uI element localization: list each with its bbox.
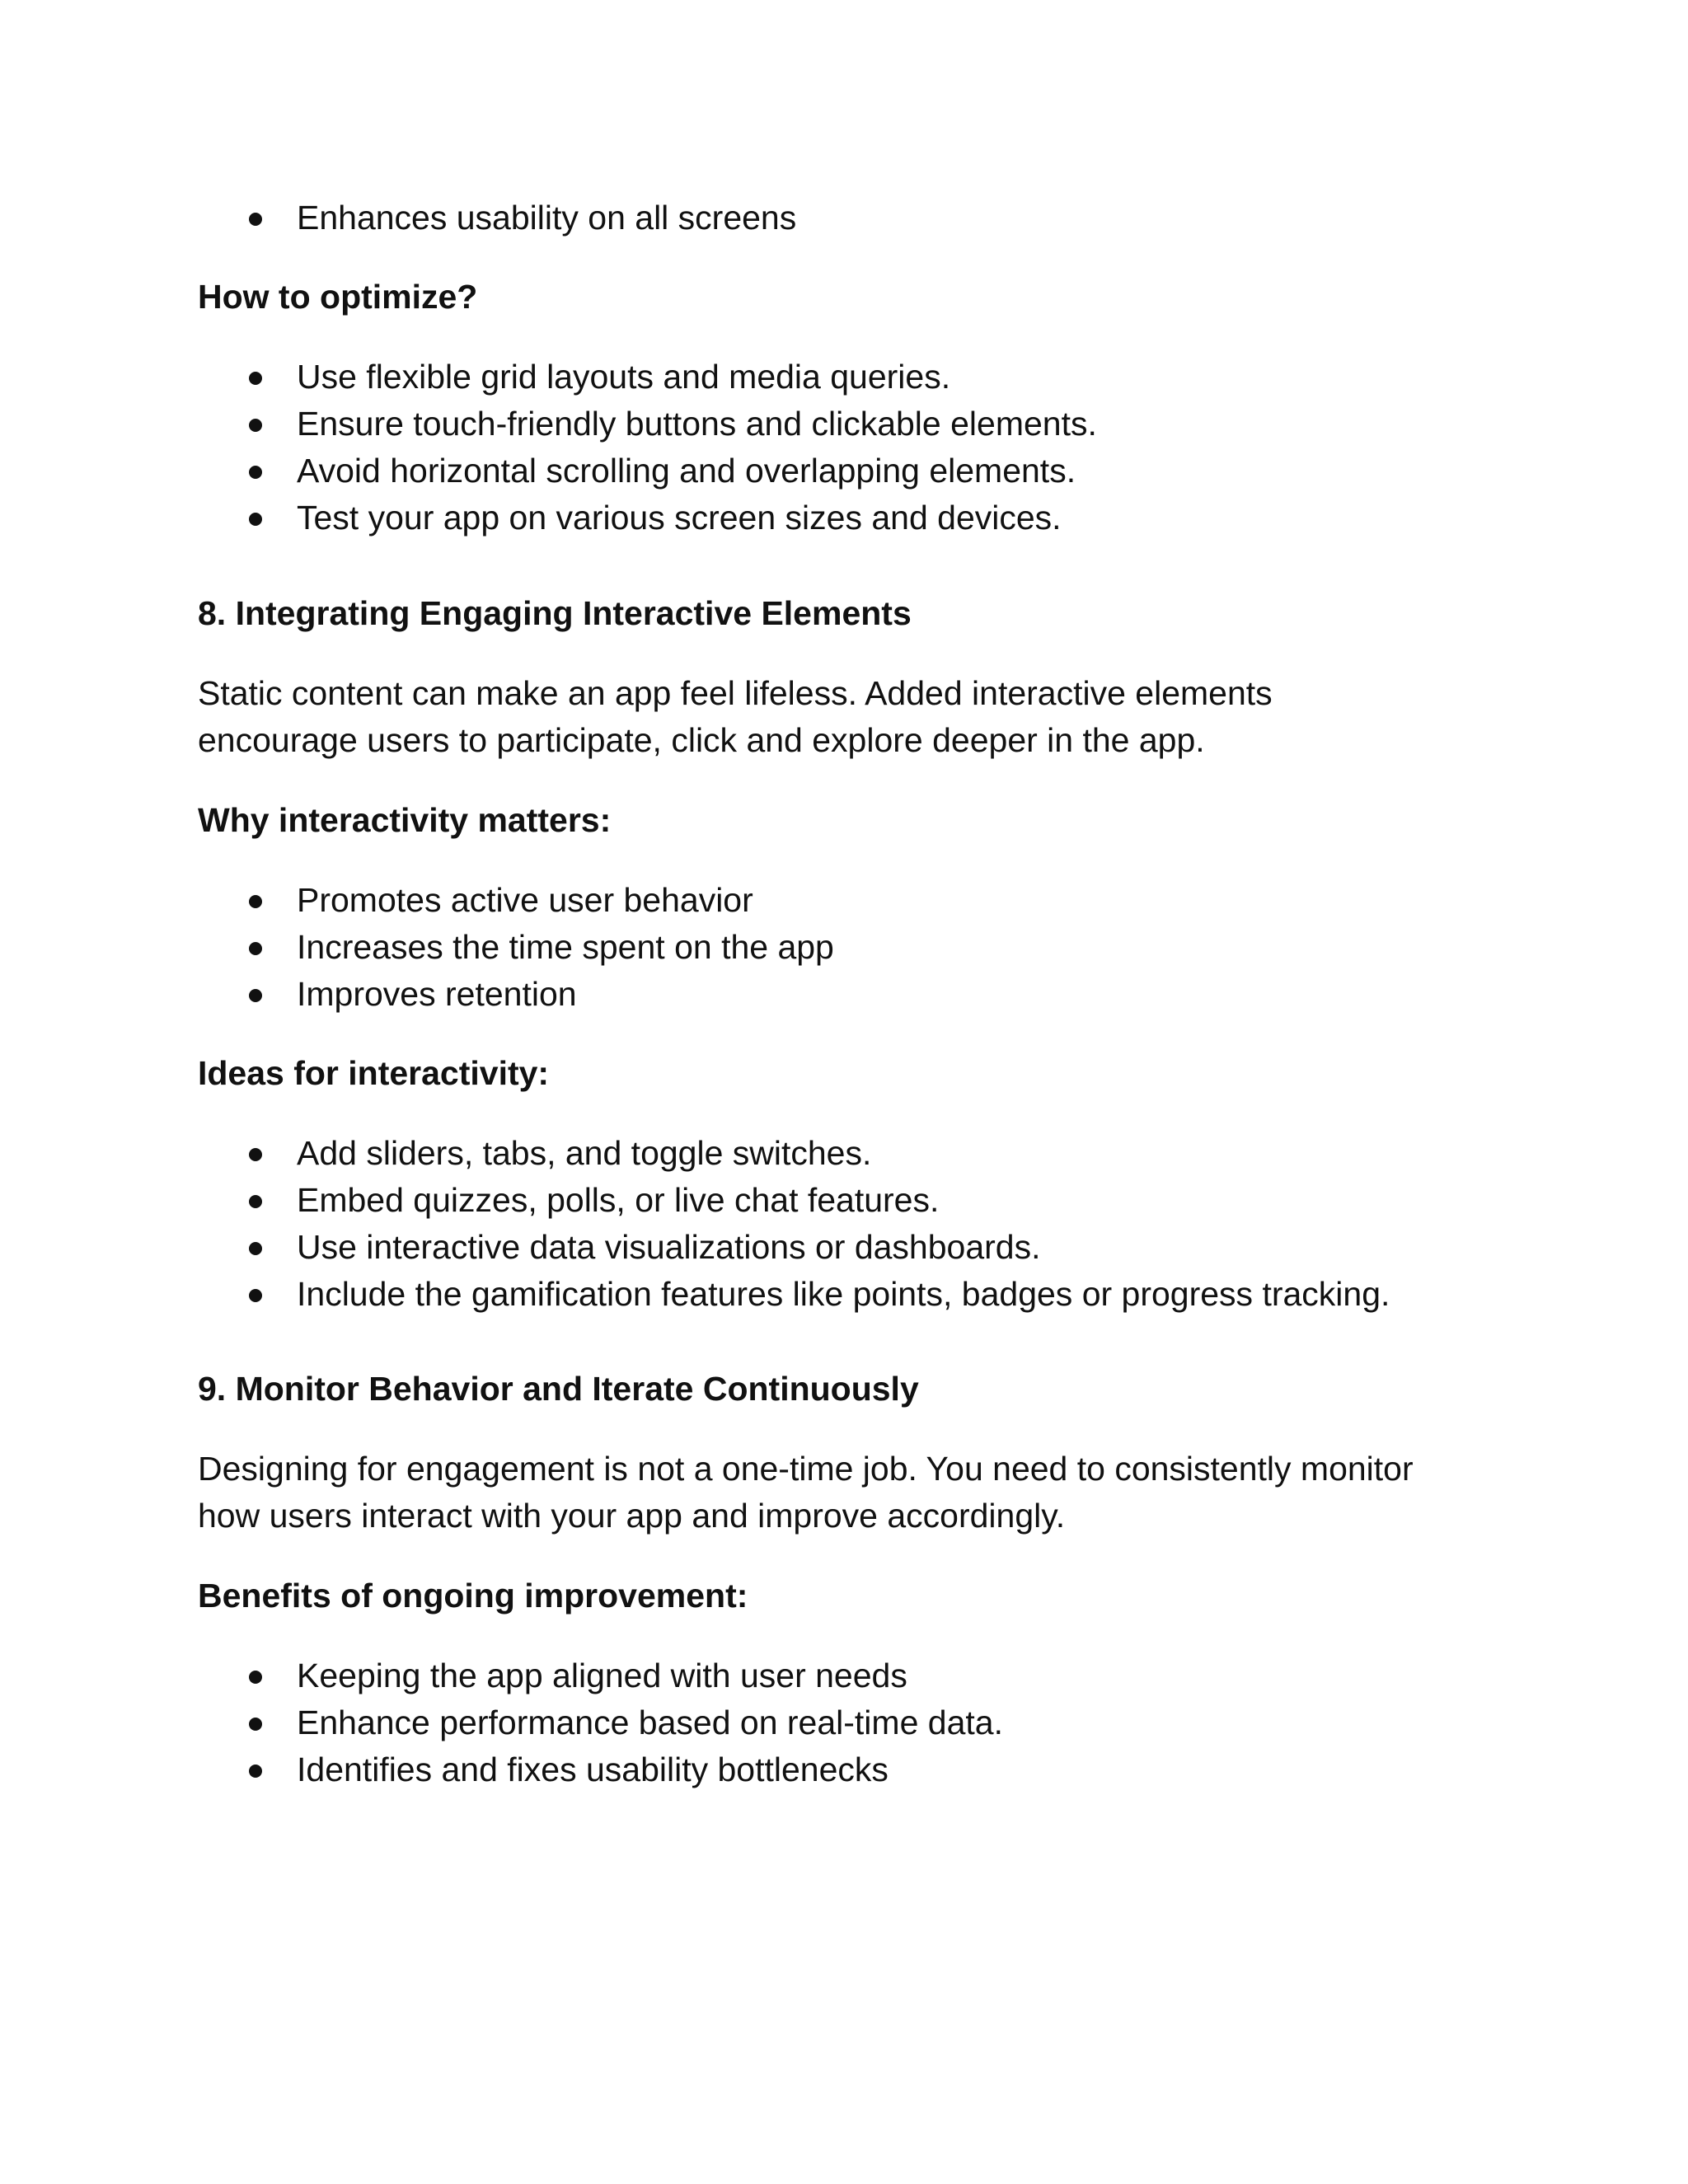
list-item-text: Use flexible grid layouts and media queries. [297, 358, 951, 396]
optimize-heading-block [198, 274, 1517, 321]
list-item [198, 194, 1517, 241]
bullet-icon [249, 1289, 262, 1302]
optimize-bullet-list [198, 354, 1517, 541]
list-item-text: Identifies and fixes usability bottlenecks [297, 1750, 889, 1788]
list-item [198, 1224, 1517, 1271]
bullet-icon [249, 1195, 262, 1208]
list-item-text: Enhance performance based on real-time data. [297, 1704, 1003, 1741]
benefits-heading-block [198, 1572, 1517, 1619]
bullet-icon [249, 942, 262, 955]
optimize-heading: How to optimize? [198, 278, 478, 316]
section9-title-block [198, 1366, 1517, 1413]
intro-bullet-list [198, 194, 1517, 241]
section8-paragraph-block [198, 670, 1517, 764]
bullet-icon [249, 213, 262, 226]
list-item-text: Include the gamification features like points, badges or progress tracking. [297, 1275, 1390, 1313]
ideas-heading: Ideas for interactivity: [198, 1054, 550, 1092]
list-item [198, 877, 1517, 924]
list-item [198, 401, 1517, 448]
list-item-text: Use interactive data visualizations or dashboards. [297, 1228, 1041, 1266]
list-item [198, 924, 1517, 971]
bullet-icon [249, 466, 262, 479]
bullet-icon [249, 895, 262, 908]
list-item-text: Keeping the app aligned with user needs [297, 1657, 907, 1694]
list-item-text: Improves retention [297, 975, 577, 1013]
section8-title: 8. Integrating Engaging Interactive Elements [198, 594, 912, 632]
bullet-icon [249, 989, 262, 1002]
bullet-icon [249, 1765, 262, 1778]
list-item [198, 354, 1517, 401]
list-item [198, 494, 1517, 541]
list-item [198, 1652, 1517, 1699]
list-item [198, 1130, 1517, 1177]
list-item-text: Test your app on various screen sizes and devices. [297, 499, 1062, 537]
ideas-bullet-list [198, 1130, 1517, 1318]
list-item-text: Enhances usability on all screens [297, 199, 797, 237]
why-list-block [198, 877, 1517, 1018]
section9-paragraph-line: how users interact with your app and improve accordingly. [198, 1497, 1066, 1535]
list-item [198, 1271, 1517, 1318]
list-item [198, 1699, 1517, 1746]
list-item [198, 1746, 1517, 1793]
list-item-text: Promotes active user behavior [297, 881, 753, 919]
section8-title-block [198, 590, 1517, 637]
list-item [198, 1177, 1517, 1224]
ideas-list-block [198, 1130, 1517, 1318]
section9-paragraph-line: Designing for engagement is not a one-time job. You need to consistently monitor [198, 1450, 1414, 1488]
section8-paragraph-line: encourage users to participate, click and explore deeper in the app. [198, 721, 1205, 759]
list-item-text: Embed quizzes, polls, or live chat features. [297, 1181, 940, 1219]
why-bullet-list [198, 877, 1517, 1018]
ideas-heading-block [198, 1050, 1517, 1097]
list-item-text: Increases the time spent on the app [297, 928, 834, 966]
bullet-icon [249, 419, 262, 432]
bullet-icon [249, 1148, 262, 1161]
bullet-icon [249, 1671, 262, 1684]
bullet-icon [249, 513, 262, 526]
benefits-bullet-list [198, 1652, 1517, 1793]
section9-paragraph-block [198, 1446, 1517, 1540]
why-heading-block [198, 797, 1517, 844]
list-item [198, 448, 1517, 494]
why-heading: Why interactivity matters: [198, 801, 612, 839]
list-item [198, 971, 1517, 1018]
benefits-list-block [198, 1652, 1517, 1793]
list-item-text: Avoid horizontal scrolling and overlapping elements. [297, 452, 1076, 490]
bullet-icon [249, 1718, 262, 1731]
section8-paragraph-line: Static content can make an app feel lifeless. Added interactive elements [198, 674, 1273, 712]
optimize-list-block [198, 354, 1517, 541]
list-item-text: Ensure touch-friendly buttons and clickable elements. [297, 405, 1097, 443]
bullet-icon [249, 372, 262, 385]
list-item-text: Add sliders, tabs, and toggle switches. [297, 1134, 872, 1172]
section9-title: 9. Monitor Behavior and Iterate Continuously [198, 1370, 919, 1408]
bullet-icon [249, 1242, 262, 1255]
benefits-heading: Benefits of ongoing improvement: [198, 1577, 748, 1615]
intro-list-block [198, 194, 1517, 241]
